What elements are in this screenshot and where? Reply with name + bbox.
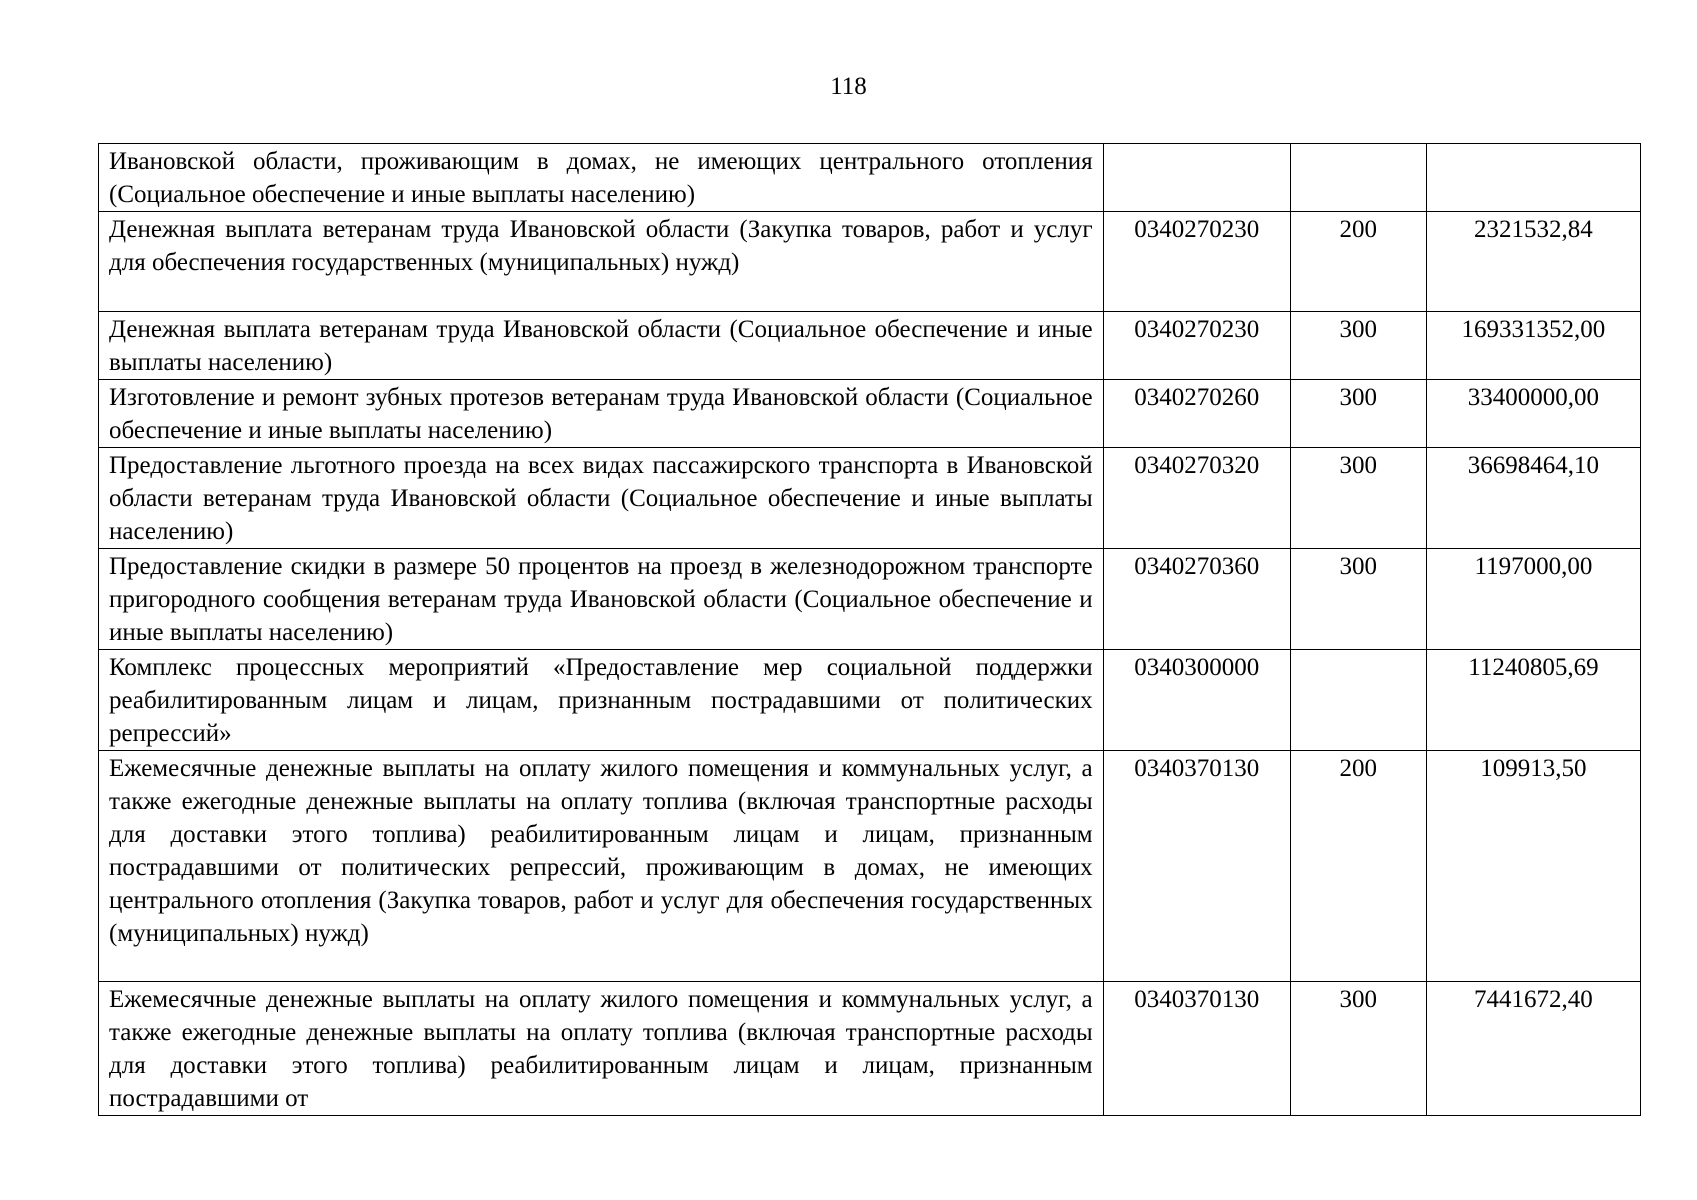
- table-row: [99, 751, 1641, 982]
- row-name-cell: Предоставление льготного проезда на всех видах пассажирского транспорта в Ивановской области ветеранам труда Ивановской области (Социальное обеспечение и иные выплаты населению): [99, 448, 1104, 549]
- table-row: [99, 380, 1641, 448]
- row-name-cell: Ежемесячные денежные выплаты на оплату жилого помещения и коммунальных услуг, а также ежегодные денежные выплаты на оплату топлива (включая транспортные расходы для доставки этого топлива) реабилитированным лицам и лицам, признанным пострадавшими от политических репрессий, проживающим в домах, не имеющих центрального отопления (Закупка товаров, работ и услуг для обеспечения государственных (муниципальных) нужд): [99, 751, 1104, 982]
- row-name-cell: Денежная выплата ветеранам труда Ивановской области (Закупка товаров, работ и услуг для обеспечения государственных (муниципальных) нужд): [99, 212, 1104, 312]
- row-type-cell: 300: [1290, 312, 1426, 380]
- row-code-cell: 0340370130: [1103, 982, 1290, 1116]
- row-code-cell: 0340270230: [1103, 212, 1290, 312]
- row-type-cell: 300: [1290, 448, 1426, 549]
- row-name-cell: Изготовление и ремонт зубных протезов ветеранам труда Ивановской области (Социальное обеспечение и иные выплаты населению): [99, 380, 1104, 448]
- row-sum-cell: 36698464,10: [1426, 448, 1640, 549]
- page-number: 118: [830, 73, 867, 100]
- table-row: [99, 982, 1641, 1116]
- row-type-cell: 300: [1290, 982, 1426, 1116]
- row-name-cell: Предоставление скидки в размере 50 процентов на проезд в железнодорожном транспорте пригородного сообщения ветеранам труда Ивановской области (Социальное обеспечение и иные выплаты населению): [99, 549, 1104, 650]
- row-type-cell: 200: [1290, 751, 1426, 982]
- table-row: [99, 549, 1641, 650]
- row-sum-cell: 2321532,84: [1426, 212, 1640, 312]
- table-row: [99, 312, 1641, 380]
- table-row: [99, 448, 1641, 549]
- row-code-cell: 0340270360: [1103, 549, 1290, 650]
- row-code-cell: 0340270230: [1103, 312, 1290, 380]
- row-name-cell: Комплекс процессных мероприятий «Предоставление мер социальной поддержки реабилитированным лицам и лицам, признанным пострадавшими от политических репрессий»: [99, 650, 1104, 751]
- row-code-cell: 0340300000: [1103, 650, 1290, 751]
- row-sum-cell: [1426, 144, 1640, 212]
- row-type-cell: 300: [1290, 380, 1426, 448]
- table-row: [99, 650, 1641, 751]
- row-sum-cell: 33400000,00: [1426, 380, 1640, 448]
- row-name-cell: Ежемесячные денежные выплаты на оплату жилого помещения и коммунальных услуг, а также ежегодные денежные выплаты на оплату топлива (включая транспортные расходы для доставки этого топлива) реабилитированным лицам и лицам, признанным пострадавшими от: [99, 982, 1104, 1116]
- row-type-cell: [1290, 144, 1426, 212]
- row-sum-cell: 11240805,69: [1426, 650, 1640, 751]
- row-code-cell: [1103, 144, 1290, 212]
- row-type-cell: 300: [1290, 549, 1426, 650]
- row-code-cell: 0340270320: [1103, 448, 1290, 549]
- row-sum-cell: 1197000,00: [1426, 549, 1640, 650]
- row-type-cell: 200: [1290, 212, 1426, 312]
- row-code-cell: 0340270260: [1103, 380, 1290, 448]
- table-row: [99, 212, 1641, 312]
- row-sum-cell: 169331352,00: [1426, 312, 1640, 380]
- row-name-cell: Денежная выплата ветеранам труда Ивановской области (Социальное обеспечение и иные выплаты населению): [99, 312, 1104, 380]
- row-name-cell: Ивановской области, проживающим в домах, не имеющих центрального отопления (Социальное обеспечение и иные выплаты населению): [99, 144, 1104, 212]
- row-sum-cell: 109913,50: [1426, 751, 1640, 982]
- row-type-cell: [1290, 650, 1426, 751]
- row-sum-cell: 7441672,40: [1426, 982, 1640, 1116]
- row-code-cell: 0340370130: [1103, 751, 1290, 982]
- budget-table: [98, 143, 1641, 1116]
- table-row: [99, 144, 1641, 212]
